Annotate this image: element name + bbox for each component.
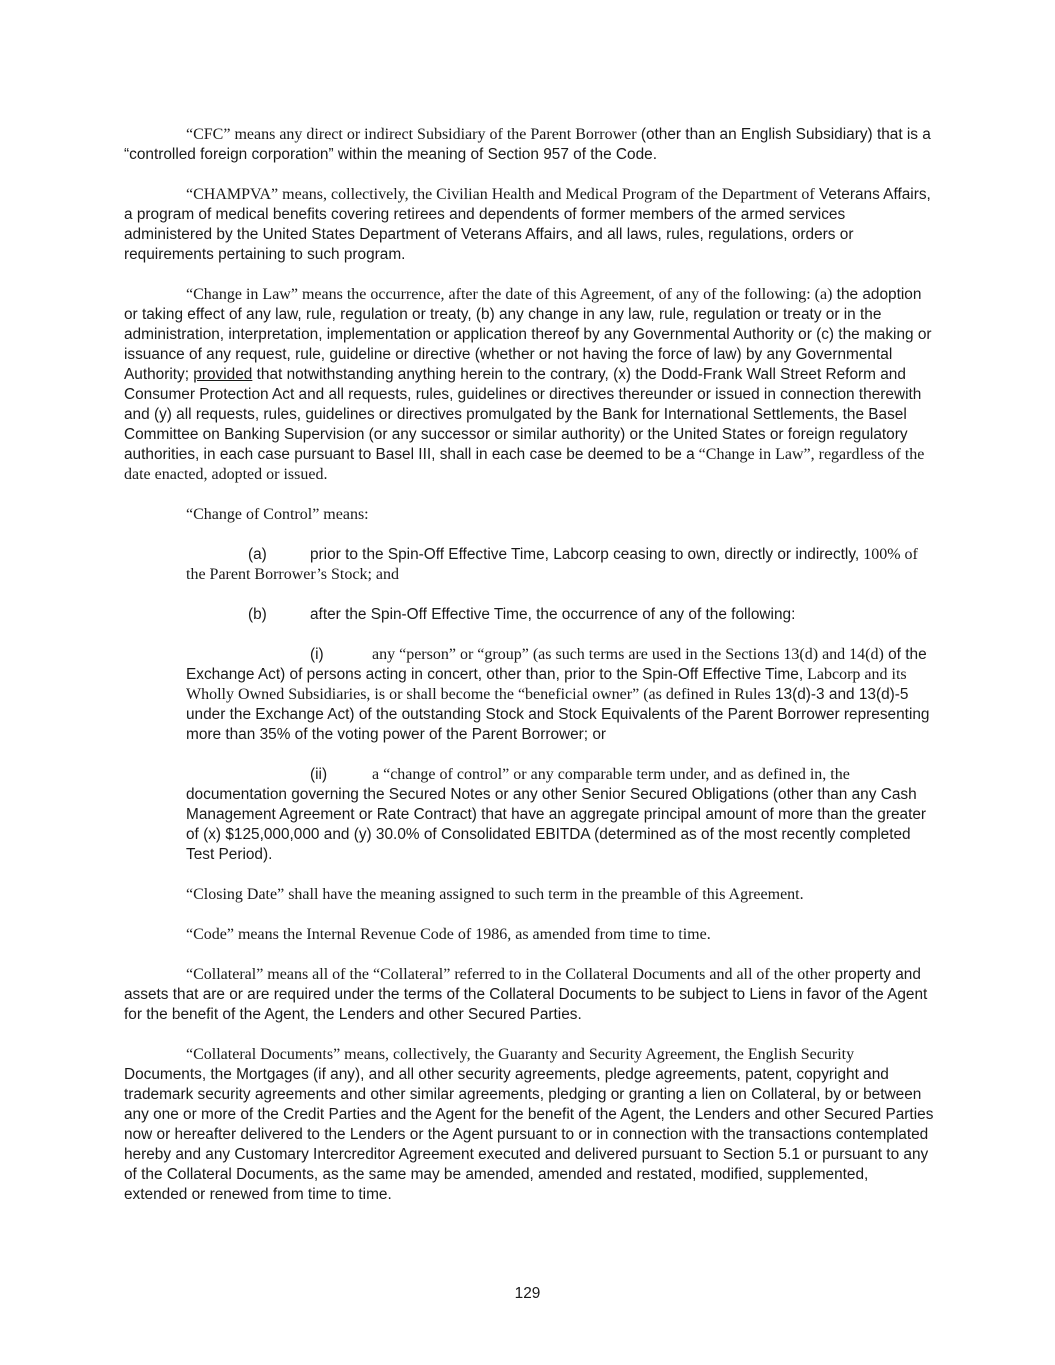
clause-a-tail: 100% of the Parent Borrower’s Stock; and — [186, 546, 918, 583]
definition-collateral — [124, 965, 934, 1025]
definition-champva-lead: “CHAMPVA” means, collectively, the Civilian Health and Medical Program of the Department of — [186, 186, 815, 203]
definition-code: “Code” means the Internal Revenue Code of 1986, as amended from time to time. — [186, 926, 711, 943]
definition-cfc-text: (other than an English Subsidiary) that is a “controlled foreign corporation” within the meaning of Section 957 of the Code. — [124, 126, 931, 163]
definition-change-of-control: “Change of Control” means: — [186, 506, 369, 523]
definition-closing-date: “Closing Date” shall have the meaning assigned to such term in the preamble of this Agreement. — [186, 886, 804, 903]
definition-collateral-text: property and assets that are or are required under the terms of the Collateral Documents to be subject to Liens in favor of the Agent for the benefit of the Agent, the Lenders and other Secured Parties. — [124, 966, 928, 1023]
definition-collateral-lead: “Collateral” means all of the “Collateral” referred to in the Collateral Documents and all of the other — [186, 966, 831, 983]
definition-champva-text: Veterans Affairs, a program of medical benefits covering retirees and dependents of former members of the armed services administered by the United States Department of Veterans Affairs, and all laws, rules, regulations, orders or requirements pertaining to such program. — [124, 186, 931, 263]
clause-ii-label: (ii) — [310, 766, 328, 783]
clause-i-rest: 13(d)-3 and 13(d)-5 under the Exchange Act) of the outstanding Stock and Stock Equivalents of the Parent Borrower representing more than 35% of the voting power of the Parent Borrower; or — [186, 686, 930, 743]
page-number: 129 — [514, 1285, 541, 1302]
definition-change-in-law — [124, 285, 934, 485]
definition-cfc — [124, 125, 934, 165]
change-of-control-clause-i — [186, 645, 934, 745]
clause-i-lead: any “person” or “group” (as such terms are used in the Sections 13(d) and 14(d) — [372, 646, 884, 663]
definition-champva — [124, 185, 934, 265]
definition-change-in-law-text-1: the adoption or taking effect of any law, rule, regulation or treaty, (b) any change in any law, rule, regulation or treaty or in the administration, interpretation, implementation or application thereof by any Governmental Authority or (c) the making or issuance of any request, rule, guideline or directive (whether or not having the force of law) by any Governmental Authority; — [124, 286, 932, 383]
clause-ii-lead: a “change of control” or any comparable term under, and as defined in, the — [372, 766, 850, 783]
change-of-control-clause-a — [186, 545, 934, 585]
clause-i-label: (i) — [310, 646, 324, 663]
change-of-control-clause-ii — [186, 765, 934, 865]
definition-collateral-documents — [124, 1045, 934, 1205]
clause-ii-text: documentation governing the Secured Notes or any other Senior Secured Obligations (other than any Cash Management Agreement or Rate Contract) that have an aggregate principal amount of more than the greater of (x) $125,000,000 and (y) 30.0% of Consolidated EBITDA (determined as of the most recently completed Test Period). — [186, 786, 927, 863]
clause-b-text: after the Spin-Off Effective Time, the occurrence of any of the following: — [310, 606, 796, 623]
change-of-control-clause-b — [186, 605, 934, 625]
page-body — [124, 125, 934, 1225]
definition-collateral-documents-lead: “Collateral Documents” means, collectively, the Guaranty and Security Agreement, the English Security — [186, 1046, 855, 1063]
clause-a-text: prior to the Spin-Off Effective Time, Labcorp ceasing to own, directly or indirectly, — [310, 546, 860, 563]
definition-cfc-lead: “CFC” means any direct or indirect Subsidiary of the Parent Borrower — [186, 126, 637, 143]
definition-collateral-documents-text: Documents, the Mortgages (if any), and all other security agreements, pledge agreements, patent, copyright and trademark security agreements and other similar agreements, pledging or granting a lien on Collateral, by or between any one or more of the Credit Parties and the Agent for the benefit of the Agent, the Lenders and other Secured Parties now or hereafter delivered to the Lenders or the Agent pursuant to or in connection with the transactions contemplated hereby and any Customary Intercreditor Agreement executed and delivered pursuant to Section 5.1 or pursuant to any of the Collateral Documents, as the same may be amended, amended and restated, modified, supplemented, extended or renewed from time to time. — [124, 1066, 934, 1203]
definition-change-in-law-tail: “Change in Law”, regardless of the date enacted, adopted or issued. — [124, 446, 925, 483]
provided-term: provided — [193, 366, 253, 383]
definition-change-in-law-lead: “Change in Law” means the occurrence, after the date of this Agreement, of any of the following: (a) — [186, 286, 833, 303]
clause-b-label: (b) — [248, 606, 267, 623]
definition-change-in-law-text-2: that notwithstanding anything herein to the contrary, (x) the Dodd-Frank Wall Street Reform and Consumer Protection Act and all requests, rules, guidelines or directives thereunder or issued in connection therewith and (y) all requests, rules, guidelines or directives promulgated by the Bank for International Settlements, the Basel Committee on Banking Supervision (or any successor or similar authority) or the United States or foreign regulatory authorities, in each case pursuant to Basel III, shall in each case be deemed to be a — [124, 366, 922, 463]
clause-i-text: of the Exchange Act) of persons acting in concert, other than, prior to the Spin-Off Effective Time, — [186, 646, 927, 683]
clause-a-label: (a) — [248, 546, 267, 563]
clause-i-serif-text: Labcorp and its Wholly Owned Subsidiaries, is or shall become the “beneficial owner” (as defined in Rules — [186, 666, 907, 703]
